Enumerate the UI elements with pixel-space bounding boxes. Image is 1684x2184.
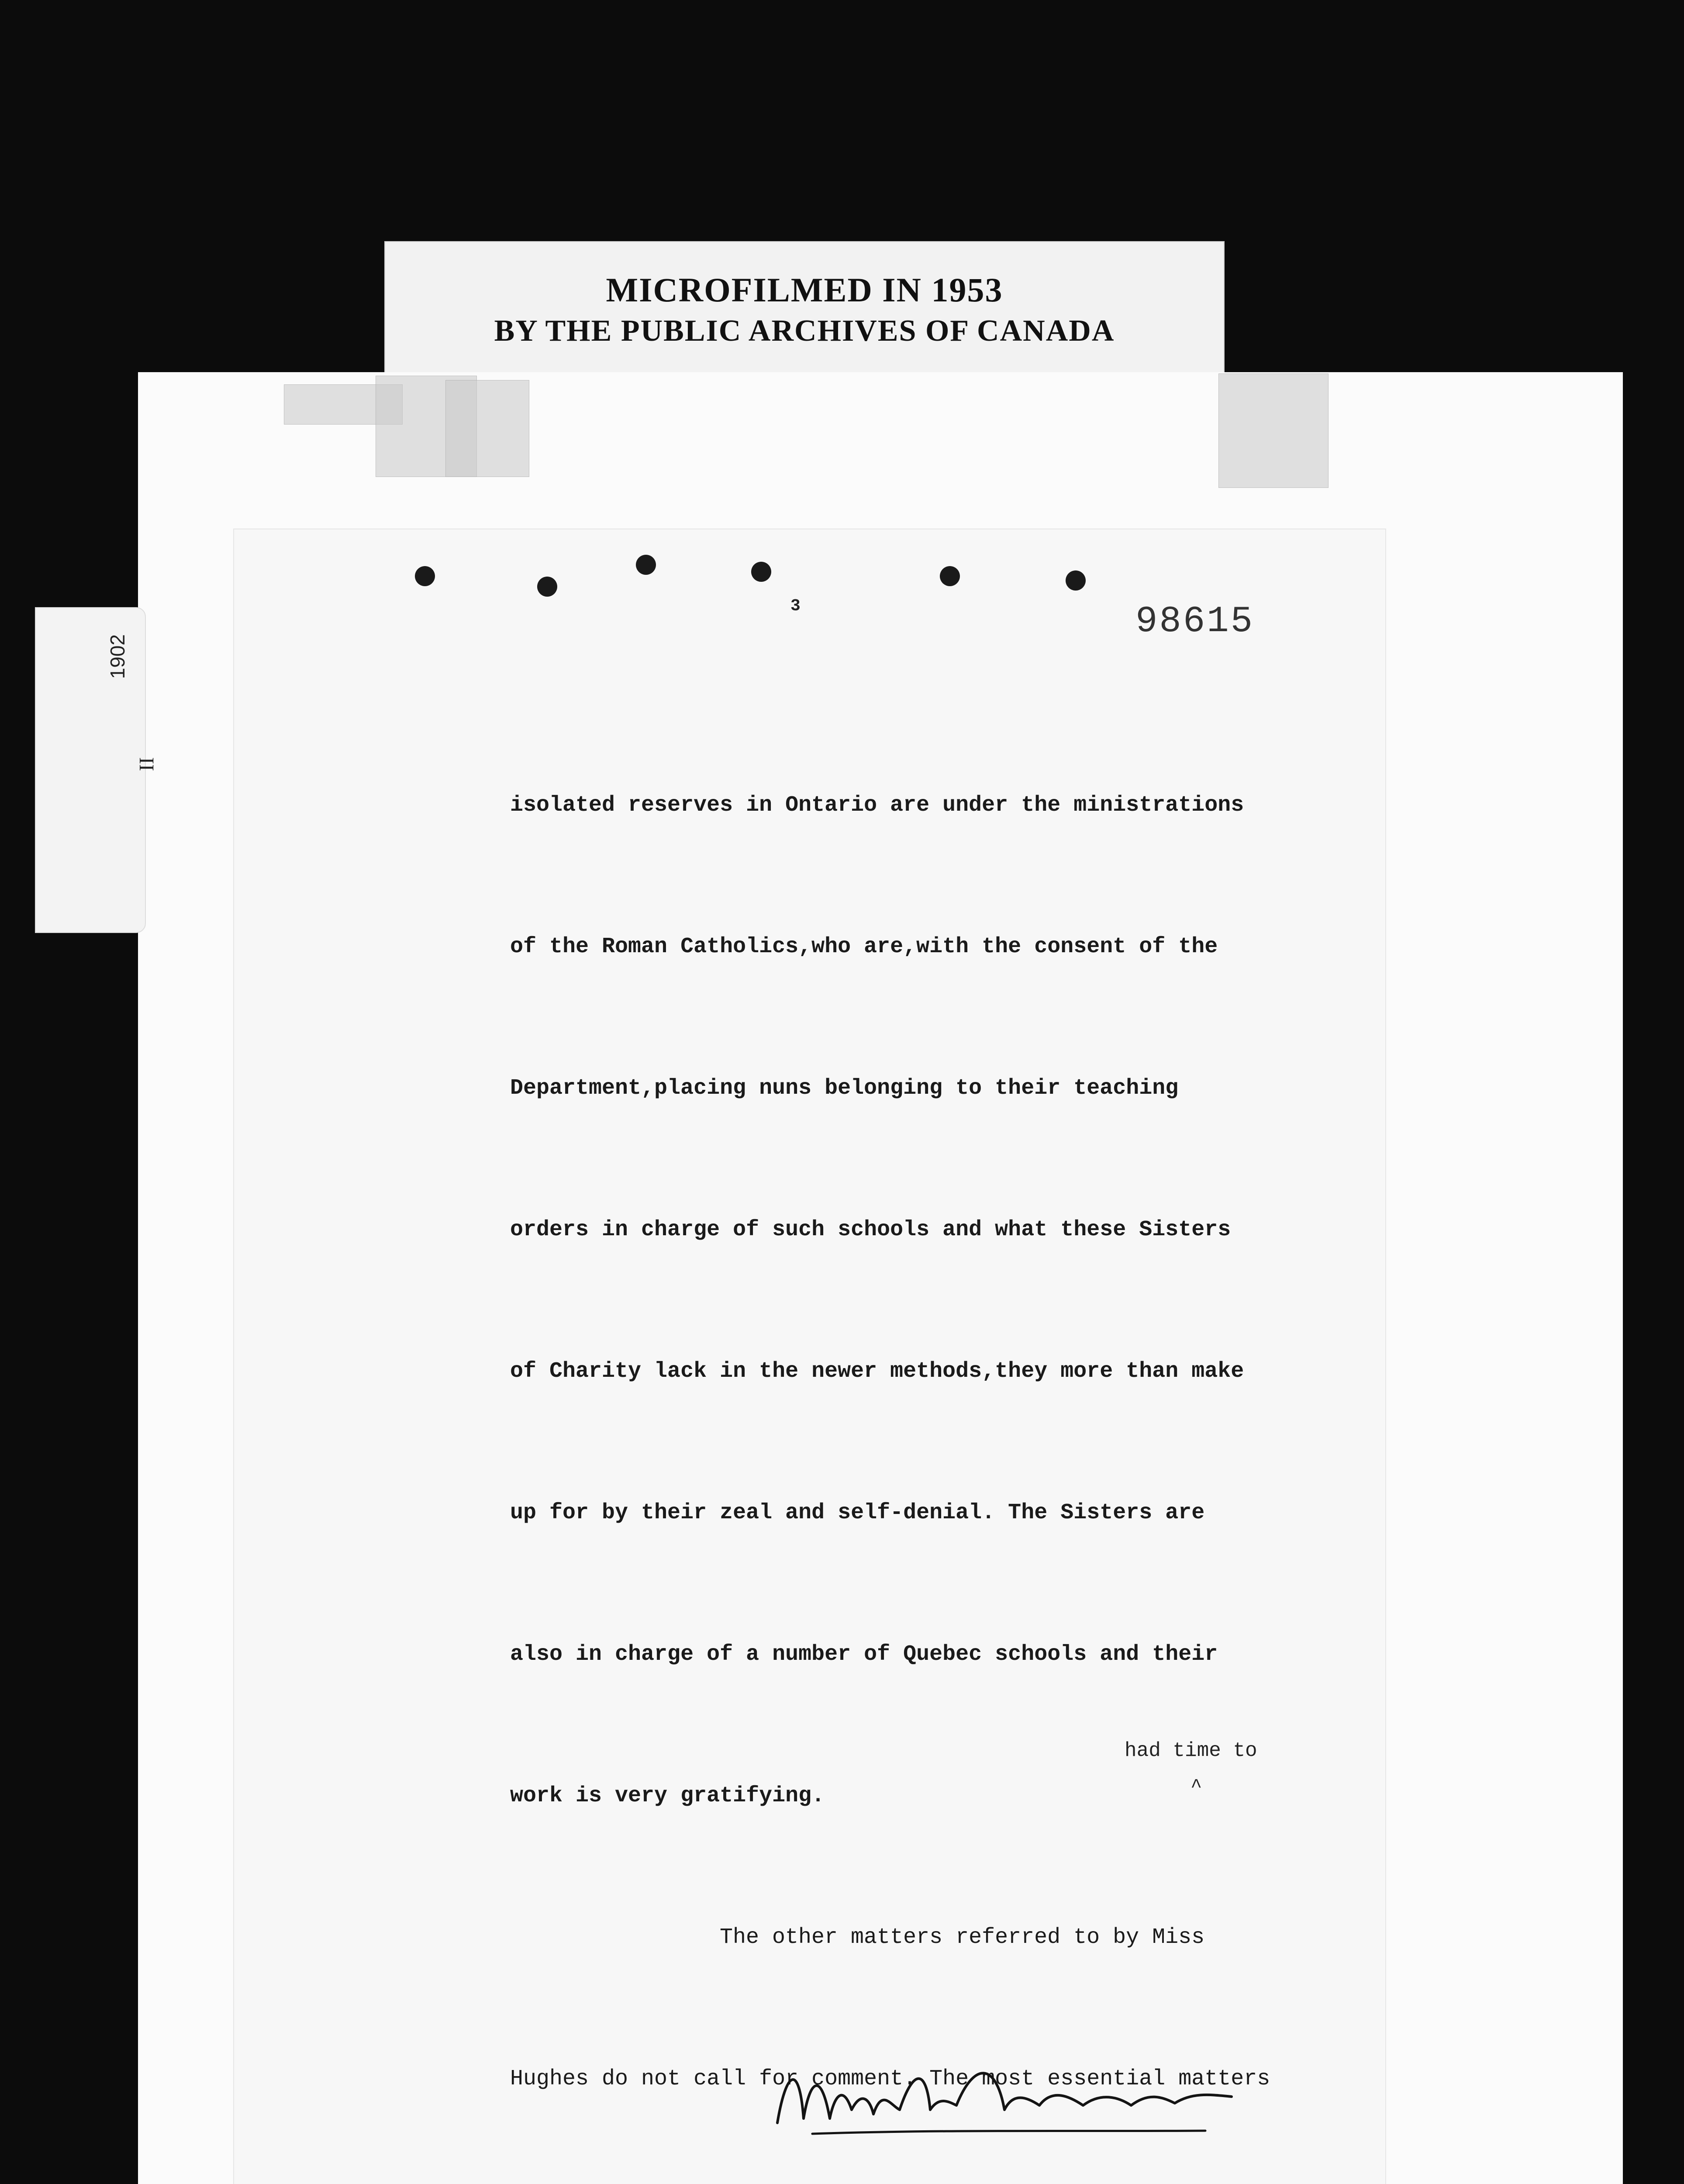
tape-strip (445, 380, 529, 477)
punch-hole-icon (636, 555, 656, 575)
body-line: work is very gratifying. (510, 1783, 825, 1808)
body-line: up for by their zeal and self-denial. The Sisters are (510, 1500, 1205, 1525)
banner-line-2: BY THE PUBLIC ARCHIVES OF CANADA (494, 314, 1115, 348)
microfilm-banner (384, 241, 1225, 379)
punch-hole-icon (415, 566, 435, 586)
body-line: isolated reserves in Ontario are under the ministrations (510, 793, 1244, 818)
letter-body (510, 688, 1349, 2184)
punch-hole-icon (537, 577, 557, 597)
body-line: Hughes do not call for comment. The most essential matters (510, 2067, 1270, 2091)
punch-hole-icon (1066, 570, 1086, 591)
body-line: also in charge of a number of Quebec schools and their (510, 1642, 1218, 1667)
banner-line-1: MICROFILMED IN 1953 (606, 271, 1003, 309)
punch-hole-icon (751, 562, 771, 582)
side-tab-volume: II (135, 757, 159, 771)
body-line: of the Roman Catholics,who are,with the consent of the (510, 934, 1218, 959)
insert-caret-icon: ^ (1191, 1776, 1202, 1798)
side-tab (35, 607, 159, 933)
punch-hole-icon (940, 566, 960, 586)
body-line: Department,placing nuns belonging to their teaching (510, 1076, 1179, 1101)
body-line: of Charity lack in the newer methods,they more than make (510, 1359, 1244, 1384)
page-number: 3 (790, 597, 801, 615)
tape-strip (1218, 373, 1329, 488)
body-line: The other matters referred to by Miss (720, 1925, 1205, 1950)
side-tab-year: 1902 (106, 634, 129, 679)
document-number: 98615 (1135, 601, 1255, 643)
signature-icon (769, 2044, 1293, 2145)
body-line: orders in charge of such schools and what these Sisters (510, 1217, 1231, 1242)
handwritten-insert: had time to (1125, 1739, 1257, 1762)
